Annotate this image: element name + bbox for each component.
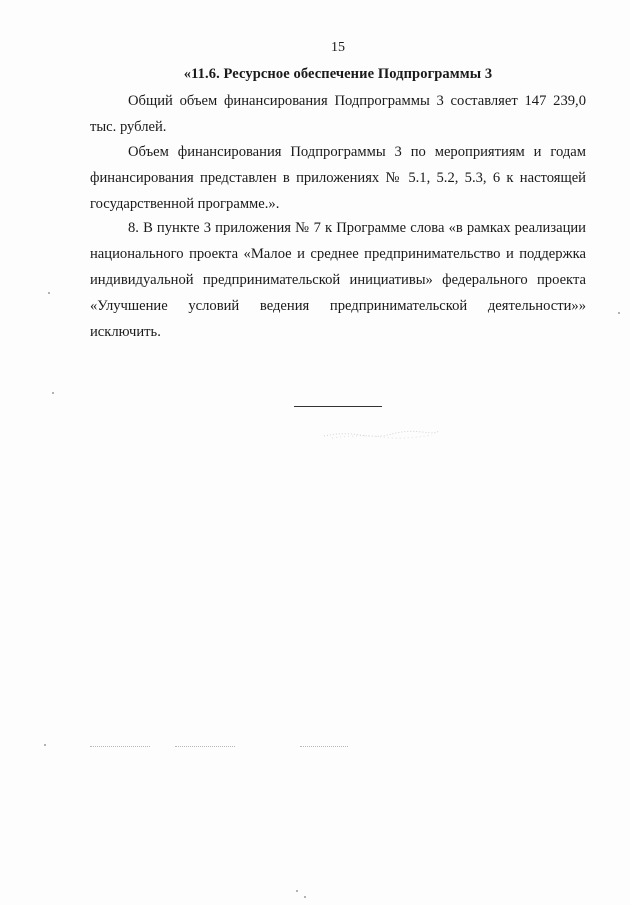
scan-dotted-line [175, 746, 235, 747]
paragraph-funding-annexes [90, 139, 586, 217]
scan-dotted-line [300, 746, 348, 747]
scan-speck [44, 744, 46, 746]
page-number: 15 [331, 40, 345, 55]
scan-speck [296, 890, 298, 892]
paragraph-text: Общий объем финансирования Подпрограммы 3 составляет 147 239,0 тыс. рублей. [90, 93, 586, 135]
scan-dotted-line [90, 746, 150, 747]
scan-speck [48, 292, 50, 294]
scan-speck [618, 312, 620, 314]
paragraph-text: Объем финансирования Подпрограммы 3 по мероприятиям и годам финансирования представлен в приложениях № 5.1, 5.2, 5.3, 6 к настоящей государственной программе.». [90, 144, 586, 212]
paragraph-text: 8. В пункте 3 приложения № 7 к Программе слова «в рамках реализации национального проекта «Малое и среднее предпринимательство и поддержка индивидуальной предпринимательской инициативы» федерального проекта «Улучшение условий ведения предпринимательской деятельности»» исключить. [90, 220, 586, 340]
paragraph-amendment [90, 215, 586, 345]
paragraph-total-funding [90, 88, 586, 140]
scan-smudge [322, 428, 440, 440]
end-separator-line [294, 406, 382, 407]
scan-speck [52, 392, 54, 394]
section-heading: «11.6. Ресурсное обеспечение Подпрограммы 3 [183, 66, 493, 82]
scan-speck [304, 896, 306, 898]
